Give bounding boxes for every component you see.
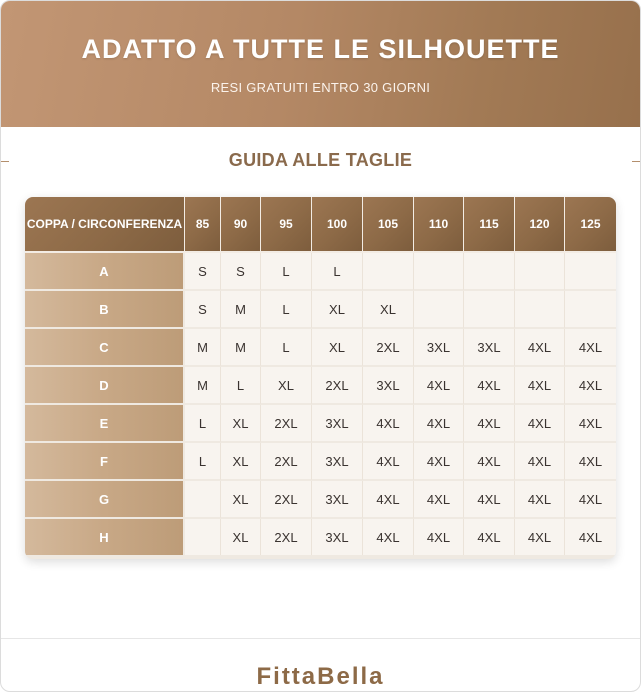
size-cell: 4XL — [464, 367, 515, 405]
size-cell: 3XL — [363, 367, 414, 405]
size-cell: 4XL — [515, 405, 565, 443]
column-header: 120 — [515, 197, 565, 253]
size-cell: 4XL — [515, 367, 565, 405]
table-row — [25, 519, 616, 555]
row-header-cup: C — [25, 329, 185, 367]
row-header-cup: D — [25, 367, 185, 405]
size-cell: 3XL — [312, 519, 363, 555]
size-cell — [414, 291, 464, 329]
column-header: 85 — [185, 197, 221, 253]
size-cell: 3XL — [414, 329, 464, 367]
row-header-cup: G — [25, 481, 185, 519]
hero-title: ADATTO A TUTTE LE SILHOUETTE — [81, 34, 560, 64]
size-cell: 2XL — [312, 367, 363, 405]
size-cell: 4XL — [414, 481, 464, 519]
size-cell: 4XL — [464, 481, 515, 519]
size-cell: 4XL — [515, 481, 565, 519]
size-cell: M — [221, 291, 261, 329]
row-header-cup: B — [25, 291, 185, 329]
size-cell: 4XL — [363, 405, 414, 443]
row-header-cup: E — [25, 405, 185, 443]
section-title: GUIDA ALLE TAGLIE — [228, 150, 413, 170]
size-cell — [565, 291, 616, 329]
size-cell: 2XL — [261, 481, 312, 519]
size-cell: XL — [221, 481, 261, 519]
size-cell: 2XL — [261, 405, 312, 443]
size-cell: 4XL — [565, 367, 616, 405]
size-cell — [515, 253, 565, 291]
size-cell: M — [221, 329, 261, 367]
size-cell: 3XL — [464, 329, 515, 367]
size-cell: XL — [312, 329, 363, 367]
size-cell: 2XL — [261, 519, 312, 555]
size-cell: XL — [221, 443, 261, 481]
size-cell: 4XL — [414, 519, 464, 555]
size-cell: 3XL — [312, 405, 363, 443]
size-cell: 4XL — [565, 481, 616, 519]
size-cell: M — [185, 329, 221, 367]
size-cell: 3XL — [312, 443, 363, 481]
size-cell: 4XL — [414, 443, 464, 481]
size-cell — [565, 253, 616, 291]
size-cell: XL — [221, 405, 261, 443]
table-row — [25, 329, 616, 367]
table-header-row — [25, 197, 616, 253]
size-cell: 4XL — [565, 405, 616, 443]
table-row — [25, 291, 616, 329]
size-cell: 3XL — [312, 481, 363, 519]
table-row — [25, 253, 616, 291]
size-table-container — [25, 197, 616, 559]
size-cell: L — [261, 329, 312, 367]
column-header: 110 — [414, 197, 464, 253]
size-cell: XL — [363, 291, 414, 329]
size-cell: 4XL — [363, 519, 414, 555]
row-header-cup: H — [25, 519, 185, 555]
hero-banner — [1, 1, 640, 127]
brand-logo-text: FittaBella — [256, 663, 385, 690]
hero-subtitle: RESI GRATUITI ENTRO 30 GIORNI — [210, 80, 431, 95]
size-cell — [464, 291, 515, 329]
size-table — [25, 197, 616, 555]
size-cell — [464, 253, 515, 291]
row-header-cup: F — [25, 443, 185, 481]
size-cell: XL — [261, 367, 312, 405]
size-cell: 4XL — [565, 443, 616, 481]
size-cell: XL — [221, 519, 261, 555]
table-row — [25, 405, 616, 443]
size-cell: 4XL — [515, 443, 565, 481]
column-header: 95 — [261, 197, 312, 253]
table-row — [25, 443, 616, 481]
size-cell: L — [261, 291, 312, 329]
size-cell: L — [221, 367, 261, 405]
size-cell: S — [185, 291, 221, 329]
row-header-cup: A — [25, 253, 185, 291]
size-cell: 4XL — [464, 519, 515, 555]
table-row — [25, 481, 616, 519]
size-cell: XL — [312, 291, 363, 329]
table-body — [25, 253, 616, 555]
size-cell — [185, 481, 221, 519]
section-divider-right — [632, 161, 640, 162]
size-cell: S — [221, 253, 261, 291]
size-cell: 4XL — [515, 519, 565, 555]
size-cell: L — [185, 443, 221, 481]
size-cell: 2XL — [261, 443, 312, 481]
column-header: 90 — [221, 197, 261, 253]
size-cell: L — [261, 253, 312, 291]
size-cell: L — [185, 405, 221, 443]
size-cell: 4XL — [363, 443, 414, 481]
size-cell: 4XL — [565, 329, 616, 367]
column-header: 105 — [363, 197, 414, 253]
size-cell: 4XL — [464, 443, 515, 481]
table-row — [25, 367, 616, 405]
column-header: 125 — [565, 197, 616, 253]
size-cell — [414, 253, 464, 291]
size-cell: 4XL — [464, 405, 515, 443]
column-header: 115 — [464, 197, 515, 253]
size-cell: M — [185, 367, 221, 405]
size-cell — [185, 519, 221, 555]
size-cell: L — [312, 253, 363, 291]
column-header: 100 — [312, 197, 363, 253]
size-cell: 4XL — [565, 519, 616, 555]
size-cell: 4XL — [515, 329, 565, 367]
footer-divider — [1, 638, 640, 639]
size-cell: 4XL — [414, 367, 464, 405]
size-cell: 2XL — [363, 329, 414, 367]
size-cell: 4XL — [363, 481, 414, 519]
size-cell: S — [185, 253, 221, 291]
corner-header: COPPA / CIRCONFERENZA — [25, 197, 185, 253]
size-cell: 4XL — [414, 405, 464, 443]
size-cell — [363, 253, 414, 291]
size-cell — [515, 291, 565, 329]
